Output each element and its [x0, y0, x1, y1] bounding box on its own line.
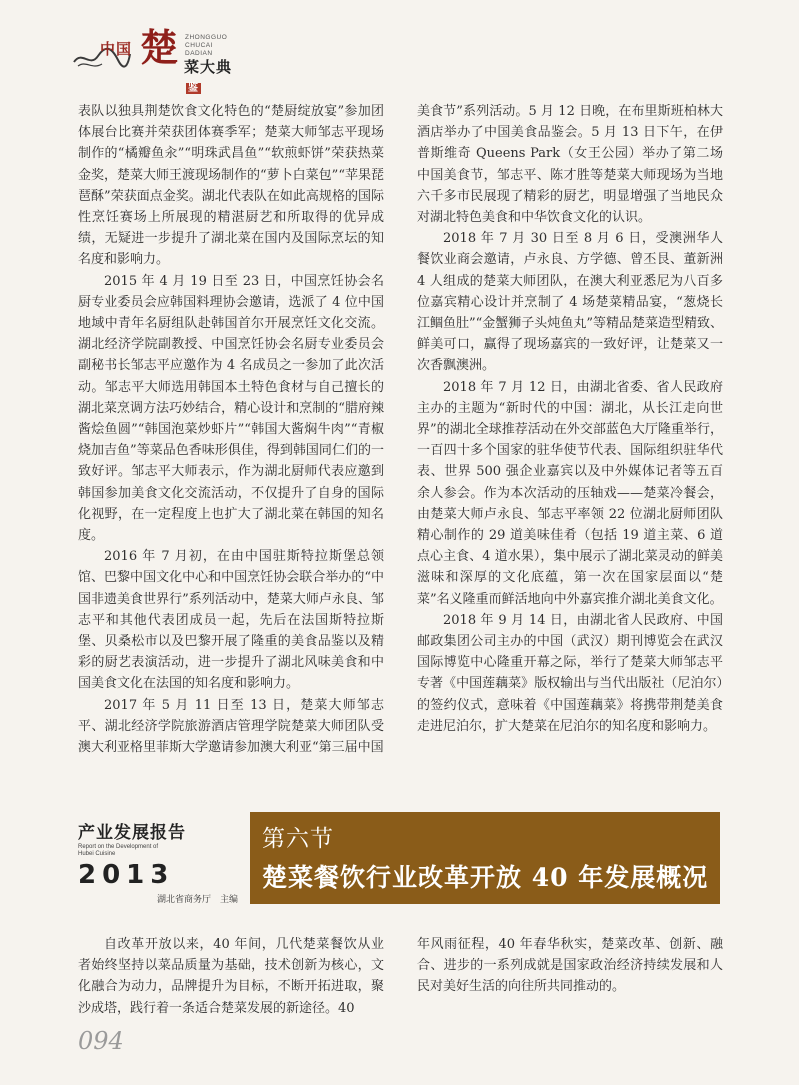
right-column [417, 101, 723, 737]
logo-tag: 鉴 [188, 83, 199, 94]
left-column [78, 101, 384, 758]
paragraph: 自改革开放以来，40 年间，几代楚菜餐饮从业者始终坚持以菜品质量为基础，技术创新为核心，文化融合为动力，品牌提升为目标，不断开拓进取，聚沙成塔，践行着一条适合楚菜发展的新途径。40 [78, 937, 384, 1016]
logo-title-text: 菜大典 [184, 58, 233, 76]
report-subtitle-line-1: Report on the Development of [78, 844, 159, 850]
report-year: 2013 [78, 860, 175, 890]
logo-pinyin-line-1: ZHONGGUO [185, 34, 228, 41]
report-badge [78, 818, 246, 905]
report-title: 产业发展报告 [78, 823, 186, 843]
paragraph: 2017 年 5 月 11 日至 13 日，楚菜大师邹志平、湖北经济学院旅游酒店管理学院楚菜大师团队受澳大利亚格里菲斯大学邀请参加澳大利亚“第三届中国 [78, 697, 384, 756]
logo-pinyin-line-2: CHUCAI DADIAN [185, 42, 213, 57]
paragraph: 美食节”系列活动。5 月 12 日晚，在布里斯班柏林大酒店举办了中国美食品鉴会。5 月 13 日下午，在伊普斯维奇 Queens Park（女王公园）举办了第二场中国美食节，邹志平、陈才胜等楚菜大师现场为当地六千多市民展现了精彩的厨艺，明显增强了当地民众对湖北特色美食和中华饮食文化的认识。 [417, 104, 723, 226]
section-number: 第六节 [262, 826, 334, 852]
report-publisher: 湖北省商务厅 主编 [156, 895, 238, 905]
report-subtitle [78, 844, 246, 858]
logo-pinyin [185, 34, 242, 58]
brand-logo [72, 22, 242, 92]
paragraph: 2018 年 7 月 12 日，由湖北省委、省人民政府主办的主题为“新时代的中国：湖北，从长江走向世界”的湖北全球推荐活动在外交部蓝色大厅隆重举行，一百四十多个国家的驻华使节代表、国际组织驻华代表、世界 500 强企业嘉宾以及中外媒体记者等五百余人参会。作为本次活动的压轴戏——楚菜冷餐会，由楚菜大师卢永良、邹志平率领 22 位湖北厨师团队精心制作的 29 道美味佳肴（包括 19 道主菜、6 道点心主食、4 道水果），集中展示了湖北菜灵动的鲜美滋味和深厚的文化底蕴，第一次在国家层面以“楚菜”名义隆重而鲜活地向中外嘉宾推介湖北美食文化。 [417, 379, 723, 607]
logo-zhongguo: 中国 [100, 40, 133, 58]
section-banner [250, 812, 720, 904]
paragraph: 2018 年 9 月 14 日，由湖北省人民政府、中国邮政集团公司主办的中国（武汉）期刊博览会在武汉国际博览中心隆重开幕之际，举行了楚菜大师邹志平专著《中国莲藕菜》版权输出与当代出版社（尼泊尔）的签约仪式，意味着《中国莲藕菜》将携带荆楚美食走进尼泊尔，扩大楚菜在尼泊尔的知名度和影响力。 [417, 612, 723, 734]
bottom-left-column [78, 934, 384, 1019]
report-subtitle-line-2: Hubei Cuisine [78, 851, 116, 857]
page-number: 094 [78, 1027, 124, 1055]
paragraph: 表队以独具荆楚饮食文化特色的“楚厨绽放宴”参加团体展台比赛并荣获团体赛季军；楚菜大师邹志平现场制作的“橘瓣鱼汆”“明珠武昌鱼”“软煎虾饼”荣获热菜金奖，楚菜大师王渡现场制作的“萝卜白菜包”“苹果琵琶酥”荣获面点金奖。湖北代表队在如此高规格的国际性烹饪赛场上所展现的精湛厨艺和所取得的优异成绩，无疑进一步提升了湖北菜在国内及国际烹坛的知名度和影响力。 [78, 104, 384, 268]
paragraph: 年风雨征程，40 年春华秋实，楚菜改革、创新、融合、进步的一系列成就是国家政治经济持续发展和人民对美好生活的向往所共同推动的。 [417, 937, 723, 995]
bottom-right-column [417, 934, 723, 998]
section-heading: 楚菜餐饮行业改革开放 40 年发展概况 [262, 863, 709, 892]
paragraph: 2015 年 4 月 19 日至 23 日，中国烹饪协会名厨专业委员会应韩国料理协会邀请，选派了 4 位中国地域中青年名厨组队赴韩国首尔开展烹饪文化交流。湖北经济学院副教授、中国烹饪协会名厨专业委员会副秘书长邹志平应邀作为 4 名成员之一参加了此次活动。邹志平大师选用韩国本土特色食材与自己擅长的湖北菜烹调方法巧妙结合，精心设计和烹制的“腊府辣酱烩鱼圆”“韩国泡菜炒虾片”“韩国大酱焖牛肉”“青椒烧加吉鱼”等菜品色香味形俱佳，得到韩国同仁们的一致好评。邹志平大师表示，作为湖北厨师代表应邀到韩国参加美食文化交流活动，不仅提升了自身的国际化视野，在一定程度上也扩大了湖北菜在韩国的知名度。 [78, 273, 384, 544]
logo-title [184, 56, 242, 95]
paragraph: 2016 年 7 月初，在由中国驻斯特拉斯堡总领馆、巴黎中国文化中心和中国烹饪协会联合举办的“中国非遗美食世界行”系列活动中，楚菜大师卢永良、邹志平和其他代表团成员一起，先后在法国斯特拉斯堡、贝桑松市以及巴黎开展了隆重的美食品鉴以及精彩的厨艺表演活动，进一步提升了湖北风味美食和中国美食文化在法国的知名度和影响力。 [78, 549, 384, 692]
logo-chu: 楚 [140, 25, 179, 70]
paragraph: 2018 年 7 月 30 日至 8 月 6 日，受澳洲华人餐饮业商会邀请，卢永良、方学德、曾丕艮、董新洲 4 人组成的楚菜大师团队，在澳大利亚悉尼为八百多位嘉宾精心设计并烹制了 4 场楚菜精品宴，“葱烧长江鲴鱼肚”“金蟹狮子头炖鱼丸”等精品楚菜造型精致、鲜美可口，赢得了现场嘉宾的一致好评，让楚菜又一次香飘澳洲。 [417, 231, 723, 374]
